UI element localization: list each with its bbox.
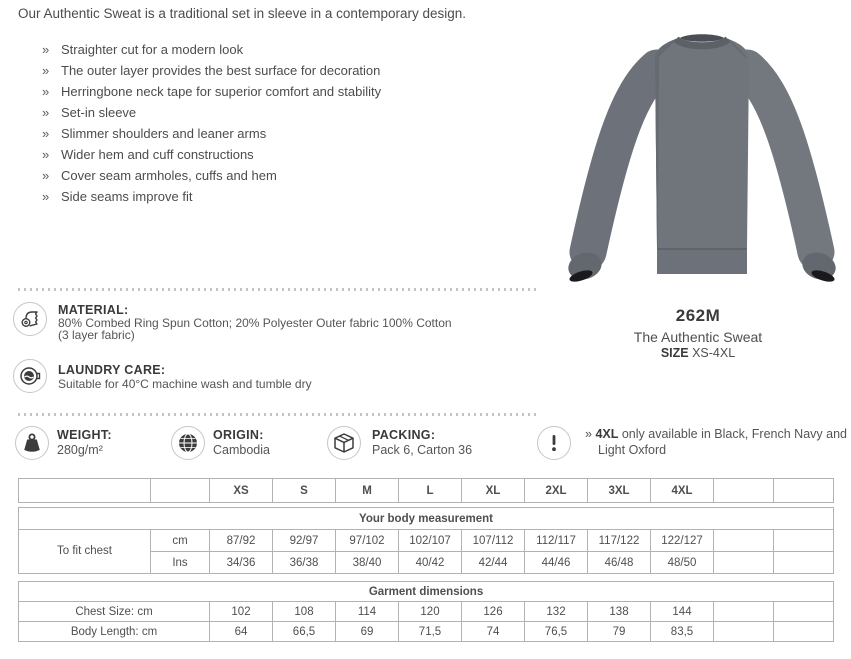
measurement-cell: 38/40 [336, 552, 399, 574]
bullet-marker: » [42, 126, 50, 141]
empty-cell [774, 602, 834, 622]
size-header-cell: 3XL [588, 479, 651, 503]
measurement-cell: 34/36 [210, 552, 273, 574]
dimension-cell: 79 [588, 622, 651, 642]
fabric-roll-icon [13, 302, 47, 336]
availability-note [585, 426, 851, 458]
feature-text: Herringbone neck tape for superior comfort and stability [61, 84, 382, 99]
material-line2: (3 layer fabric) [58, 328, 135, 342]
bullet-marker: » [42, 42, 50, 57]
empty-cell [714, 622, 774, 642]
measurement-cell: 46/48 [588, 552, 651, 574]
measurement-cell: 36/38 [273, 552, 336, 574]
chest-size-row [19, 602, 834, 622]
unit-cell: cm [151, 530, 210, 552]
dimension-cell: 114 [336, 602, 399, 622]
feature-item [42, 168, 381, 189]
feature-text: Side seams improve fit [61, 189, 193, 204]
product-code: 262M [675, 306, 721, 325]
note-bold: 4XL [595, 427, 619, 441]
measurement-cell: 97/102 [336, 530, 399, 552]
dimension-cell: 108 [273, 602, 336, 622]
laundry-title: LAUNDRY CARE: [58, 363, 166, 377]
note-marker: » [585, 427, 592, 441]
dimension-cell: 83,5 [651, 622, 714, 642]
empty-cell [714, 602, 774, 622]
packing-title: PACKING: [372, 428, 436, 442]
size-header-cell: M [336, 479, 399, 503]
feature-text: Slimmer shoulders and leaner arms [61, 126, 267, 141]
material-line1: 80% Combed Ring Spun Cotton; 20% Polyester Outer fabric 100% Cotton [58, 316, 452, 330]
dimension-cell: 69 [336, 622, 399, 642]
material-title: MATERIAL: [58, 303, 129, 317]
chest-size-label: Chest Size: cm [19, 602, 210, 622]
measurement-cell: 107/112 [462, 530, 525, 552]
measurement-cell: 48/50 [651, 552, 714, 574]
size-header-cell: XS [210, 479, 273, 503]
feature-text: The outer layer provides the best surface for decoration [61, 63, 381, 78]
weight-value: 280g/m² [57, 443, 103, 457]
measurement-cell: 102/107 [399, 530, 462, 552]
feature-item [42, 42, 381, 63]
bullet-marker: » [42, 168, 50, 183]
note-text: only available in Black, French Navy and Light Oxford [598, 427, 847, 457]
empty-cell [774, 479, 834, 503]
measurement-row-cm [19, 530, 834, 552]
intro-text: Our Authentic Sweat is a traditional set in sleeve in a contemporary design. [18, 6, 466, 21]
dimension-cell: 144 [651, 602, 714, 622]
dimension-cell: 132 [525, 602, 588, 622]
to-fit-chest-label: To fit chest [19, 530, 151, 574]
feature-list [42, 42, 381, 210]
bullet-marker: » [42, 147, 50, 162]
feature-item [42, 63, 381, 84]
measurement-cell: 44/46 [525, 552, 588, 574]
washing-machine-icon [13, 359, 47, 393]
dimension-cell: 74 [462, 622, 525, 642]
feature-text: Wider hem and cuff constructions [61, 147, 254, 162]
feature-text: Cover seam armholes, cuffs and hem [61, 168, 277, 183]
measurement-cell: 117/122 [588, 530, 651, 552]
dimension-cell: 126 [462, 602, 525, 622]
empty-cell [714, 530, 774, 552]
size-header-cell: XL [462, 479, 525, 503]
body-measurement-table [18, 507, 834, 574]
laundry-text: Suitable for 40°C machine wash and tumble dry [58, 377, 312, 391]
measurement-cell: 92/97 [273, 530, 336, 552]
empty-cell [774, 530, 834, 552]
sweatshirt-right-sleeve [747, 68, 816, 252]
feature-item [42, 147, 381, 168]
weight-icon [15, 426, 49, 460]
size-value: XS-4XL [692, 346, 736, 360]
dimension-cell: 64 [210, 622, 273, 642]
size-header-table [18, 478, 834, 503]
size-header-cell: 4XL [651, 479, 714, 503]
measurement-cell: 40/42 [399, 552, 462, 574]
size-label: SIZE [660, 346, 689, 360]
feature-item [42, 189, 381, 210]
dashed-divider [18, 288, 537, 291]
dimension-cell: 71,5 [399, 622, 462, 642]
dimension-cell: 138 [588, 602, 651, 622]
dimension-cell: 102 [210, 602, 273, 622]
product-size-range [557, 346, 839, 360]
exclamation-icon [537, 426, 571, 460]
feature-item [42, 126, 381, 147]
product-caption [557, 306, 839, 360]
sweatshirt-left-sleeve [588, 68, 657, 252]
size-header-row [19, 479, 834, 503]
feature-item [42, 84, 381, 105]
bullet-marker: » [42, 84, 50, 99]
measurement-cell: 112/117 [525, 530, 588, 552]
measurement-cell: 42/44 [462, 552, 525, 574]
dimension-cell: 120 [399, 602, 462, 622]
body-measurement-title: Your body measurement [19, 508, 834, 530]
feature-item [42, 105, 381, 126]
feature-text: Straighter cut for a modern look [61, 42, 244, 57]
origin-value: Cambodia [213, 443, 270, 457]
body-length-row [19, 622, 834, 642]
table-title-row [19, 582, 834, 602]
box-icon [327, 426, 361, 460]
bullet-marker: » [42, 189, 50, 204]
weight-title: WEIGHT: [57, 428, 112, 442]
body-length-label: Body Length: cm [19, 622, 210, 642]
unit-cell: Ins [151, 552, 210, 574]
size-header-cell: 2XL [525, 479, 588, 503]
sweatshirt-image [557, 14, 847, 306]
measurement-cell: 122/127 [651, 530, 714, 552]
bullet-marker: » [42, 105, 50, 120]
feature-text: Set-in sleeve [61, 105, 137, 120]
empty-cell [19, 479, 151, 503]
empty-cell [151, 479, 210, 503]
globe-icon [171, 426, 205, 460]
sweatshirt-body [655, 39, 749, 248]
dimension-cell: 66,5 [273, 622, 336, 642]
origin-title: ORIGIN: [213, 428, 264, 442]
size-header-cell: L [399, 479, 462, 503]
table-title-row [19, 508, 834, 530]
measurement-cell: 87/92 [210, 530, 273, 552]
dimension-cell: 76,5 [525, 622, 588, 642]
hem-band [657, 248, 747, 274]
empty-cell [714, 552, 774, 574]
empty-cell [774, 622, 834, 642]
empty-cell [774, 552, 834, 574]
size-header-cell: S [273, 479, 336, 503]
garment-dimensions-title: Garment dimensions [19, 582, 834, 602]
garment-dimensions-table [18, 581, 834, 642]
packing-value: Pack 6, Carton 36 [372, 443, 473, 457]
bullet-marker: » [42, 63, 50, 78]
dashed-divider [18, 413, 537, 416]
empty-cell [714, 479, 774, 503]
product-name: The Authentic Sweat [633, 329, 763, 345]
